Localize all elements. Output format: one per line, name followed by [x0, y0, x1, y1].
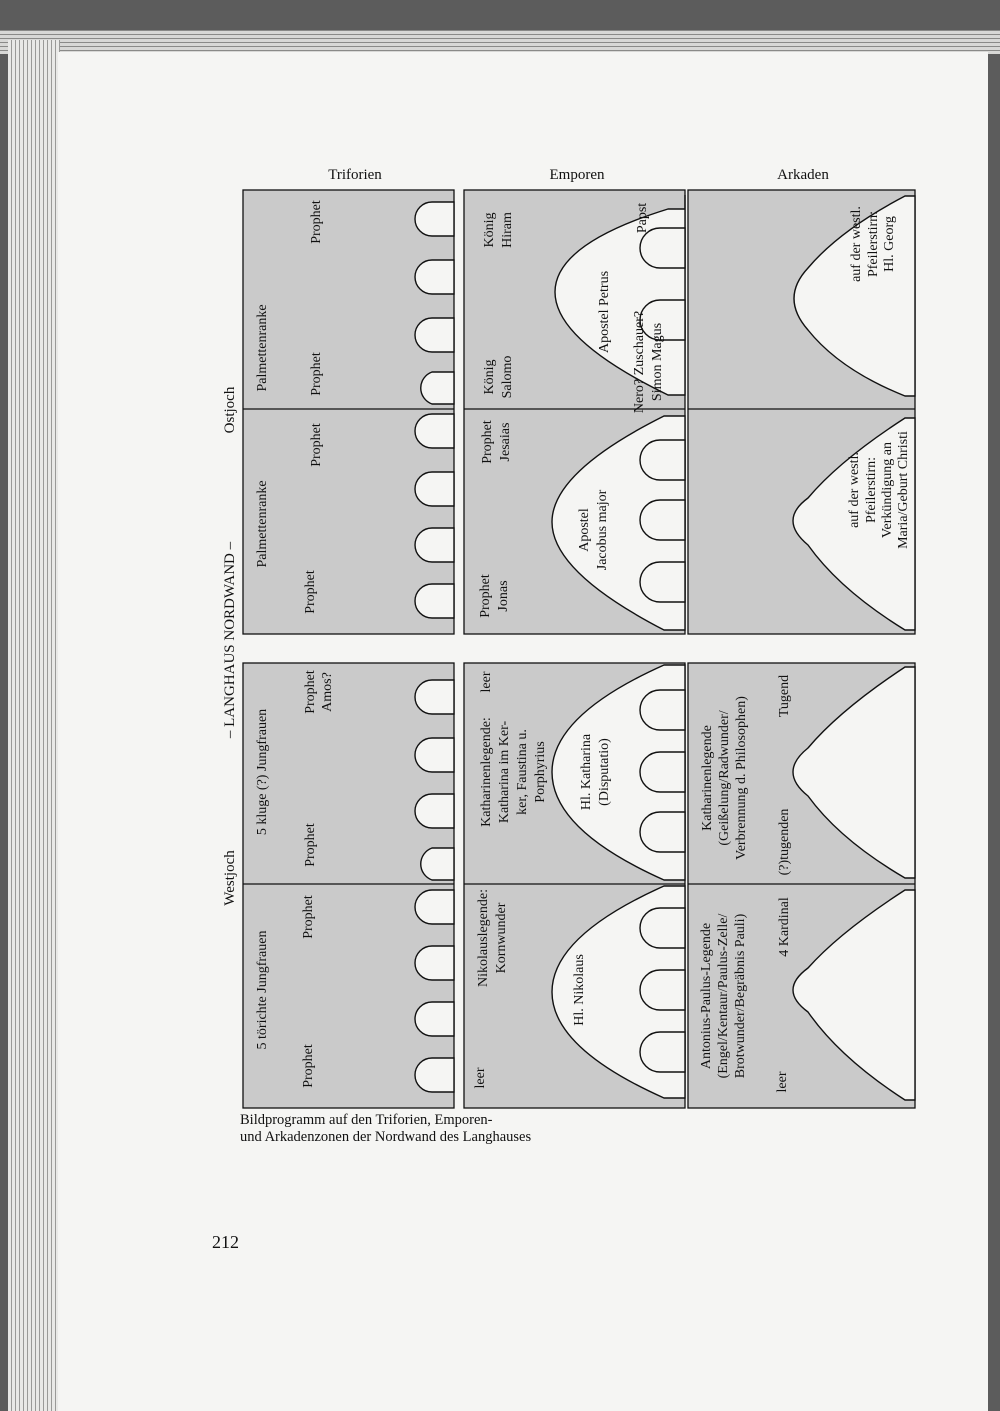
emp-b2-arch2: (Disputatio)	[597, 738, 612, 806]
emp-b1-l1: leer	[473, 1067, 488, 1089]
header-triforien: Triforien	[328, 167, 382, 183]
label-westjoch: Westjoch	[222, 850, 238, 906]
header-emporen: Emporen	[549, 167, 605, 183]
label-nordwand: – LANGHAUS NORDWAND –	[222, 541, 238, 739]
emp-b2-t4: Porphyrius	[533, 741, 548, 803]
emp-b2-t1: Katharinenlegende:	[479, 717, 494, 827]
emp-b2-arch1: Hl. Katharina	[579, 733, 594, 811]
tri-b2-l1: 5 kluge (?) Jungfrauen	[255, 708, 270, 836]
emp-b2-leer: leer	[479, 671, 494, 693]
emp-b3-arch1: Apostel	[577, 508, 592, 552]
tri-b3-l3: Prophet	[309, 423, 324, 467]
tri-b2-l2: Prophet	[303, 823, 318, 867]
ark-b1-leer: leer	[775, 1071, 790, 1093]
ark-b2-k3: Verbrennung d. Philosophen)	[734, 696, 749, 860]
emp-b4-arch: Apostel Petrus	[597, 270, 612, 354]
ark-b3-p2: Pfeilerstirn:	[864, 456, 879, 524]
ark-b2-tug1: (?)tugenden	[777, 808, 792, 876]
page-number: 212	[212, 1232, 239, 1252]
ark-b2-k1: Katharinenlegende	[700, 725, 715, 831]
tri-b4-l2: Prophet	[309, 352, 324, 396]
tri-b2-l3b: Amos?	[320, 672, 335, 712]
emp-b4-l1b: Salomo	[500, 355, 515, 399]
ark-b3-p1: auf der westl.	[847, 452, 862, 528]
emp-b4-l2b: Hiram	[500, 212, 515, 248]
tri-b2-l3a: Prophet	[303, 670, 318, 714]
ark-b2-k2: (Geißelung/Radwunder/	[717, 710, 732, 846]
ark-b1-a3: Brotwunder/Begräbnis Pauli)	[733, 913, 748, 1079]
tri-b4-l1: Palmettenranke	[255, 304, 270, 392]
caption-line-1: Bildprogramm auf den Triforien, Emporen-	[240, 1112, 493, 1128]
ark-b3-p3: Verkündigung an	[880, 441, 895, 539]
emp-b4-n1: Nero? Zuschauer?	[632, 310, 647, 414]
label-ostjoch: Ostjoch	[222, 386, 238, 434]
ark-b1-a1: Antonius-Paulus-Legende	[699, 922, 714, 1070]
tri-b4-l3: Prophet	[309, 200, 324, 244]
emp-b3-l1a: Prophet	[478, 574, 493, 618]
header-arkaden: Arkaden	[777, 167, 829, 183]
caption-line-2: und Arkadenzonen der Nordwand des Langhauses	[240, 1129, 532, 1145]
emp-b4-l2a: König	[482, 212, 497, 248]
ark-b4-p3: Hl. Georg	[882, 216, 897, 272]
figure-caption	[240, 1112, 531, 1146]
ark-b4-p1: auf der westl.	[849, 206, 864, 282]
emp-b3-l2b: Jesaias	[498, 422, 513, 462]
emp-b4-papst: Papst	[635, 202, 650, 234]
emp-b1-l2b: Kornwunder	[494, 902, 509, 974]
emp-b3-l2a: Prophet	[480, 420, 495, 464]
arkaden-arches	[793, 196, 915, 1100]
emp-b2-t3: ker, Faustina u.	[515, 729, 530, 815]
ark-b1-a2: (Engel/Kentaur/Paulus-Zelle/	[716, 913, 731, 1079]
emp-b2-t2: Katharina im Ker-	[497, 720, 512, 824]
emp-b4-l1a: König	[482, 359, 497, 395]
emp-b1-l2a: Nikolauslegende:	[476, 889, 491, 987]
ark-b1-kardinal: 4 Kardinal	[777, 897, 792, 957]
tri-b1-l1: 5 törichte Jungfrauen	[255, 930, 270, 1050]
tri-b3-l2: Prophet	[303, 570, 318, 614]
emp-b3-l1b: Jonas	[496, 580, 511, 612]
emp-b3-arch2: Jacobus major	[595, 489, 610, 571]
tri-b1-l2: Prophet	[301, 1044, 316, 1088]
emp-b1-arch: Hl. Nikolaus	[572, 954, 587, 1026]
ark-b2-tug2: Tugend	[777, 674, 792, 718]
triforien-arches	[415, 202, 454, 1092]
tri-b3-l1: Palmettenranke	[255, 480, 270, 568]
triforien-ost-box	[243, 190, 454, 634]
triforien-west-box	[243, 663, 454, 1108]
tri-b1-l3: Prophet	[301, 895, 316, 939]
ark-b4-p2: Pfeilerstirn:	[866, 210, 881, 278]
ark-b3-p4: Maria/Geburt Christi	[896, 431, 911, 549]
emp-b4-n2: Simon Magus	[650, 322, 665, 402]
